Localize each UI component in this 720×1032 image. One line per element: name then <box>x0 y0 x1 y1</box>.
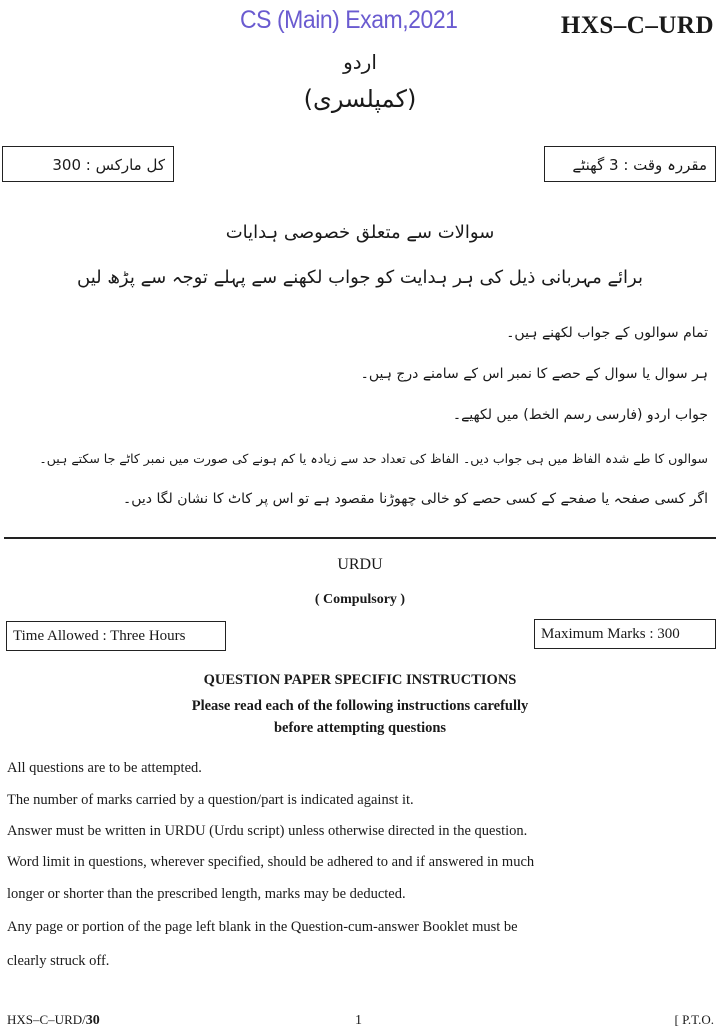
urdu-instruction-item: جواب اردو (فارسی رسم الخط) میں لکھیے۔ <box>452 407 708 423</box>
urdu-instructions-heading: سوالات سے متعلق خصوصی ہدایات <box>225 222 495 243</box>
time-allowed-box: Time Allowed : Three Hours <box>6 621 226 651</box>
instruction-line: clearly struck off. <box>7 953 110 969</box>
instruction-line: Answer must be written in URDU (Urdu script) unless otherwise directed in the question. <box>7 823 528 839</box>
urdu-subject-title: اردو <box>343 50 377 74</box>
instruction-line: longer or shorter than the prescribed length, marks may be deducted. <box>7 886 406 902</box>
exam-banner: CS (Main) Exam,2021 <box>240 6 458 34</box>
urdu-compulsory-label: (کمپلسری) <box>303 85 417 113</box>
maximum-marks-box: Maximum Marks : 300 <box>534 619 716 649</box>
instruction-line: Word limit in questions, wherever specified, should be adhered to and if answered in much <box>7 854 535 870</box>
instruction-line: Any page or portion of the page left blank in the Question-cum-answer Booklet must be <box>7 919 518 935</box>
footer-paper-code <box>7 1012 100 1029</box>
footer-code-suffix: 30 <box>85 1013 100 1028</box>
pto-label: [ P.T.O. <box>674 1012 714 1027</box>
footer-code-prefix: HXS–C–URD/ <box>7 1012 86 1027</box>
instruction-line: All questions are to be attempted. <box>7 760 202 776</box>
instructions-heading: QUESTION PAPER SPECIFIC INSTRUCTIONS <box>203 672 517 688</box>
instructions-subheading: Please read each of the following instructions carefully <box>191 698 529 714</box>
urdu-instruction-item: سوالوں کا طے شدہ الفاظ میں ہی جواب دیں۔ الفاظ کی تعداد حد سے زیادہ یا کم ہونے کی صورت میں نمبر کاٹے جا سکتے ہیں۔ <box>39 451 708 466</box>
urdu-time-box: مقررہ وقت : 3 گھنٹے <box>544 146 716 182</box>
instructions-subheading: before attempting questions <box>273 720 447 736</box>
urdu-instruction-item: اگر کسی صفحہ یا صفحے کے کسی حصے کو خالی چھوڑنا مقصود ہے تو اس پر کاٹ کا نشان لگا دیں۔ <box>123 491 708 507</box>
page-number: 1 <box>355 1013 362 1028</box>
urdu-instruction-item: ہر سوال یا سوال کے حصے کا نمبر اس کے سامنے درج ہیں۔ <box>360 366 708 382</box>
urdu-instructions-subheading: برائے مہربانی ذیل کی ہر ہدایت کو جواب لکھنے سے پہلے توجہ سے پڑھ لیں <box>77 267 643 288</box>
instruction-line: The number of marks carried by a question/part is indicated against it. <box>7 792 414 808</box>
paper-code: HXS–C–URD <box>560 12 714 39</box>
section-divider <box>4 537 716 539</box>
english-subject-title: URDU <box>337 556 383 573</box>
urdu-instruction-item: تمام سوالوں کے جواب لکھنے ہیں۔ <box>506 325 708 341</box>
english-compulsory-label: ( Compulsory ) <box>314 592 406 607</box>
urdu-total-marks-box: کل مارکس : 300 <box>2 146 174 182</box>
